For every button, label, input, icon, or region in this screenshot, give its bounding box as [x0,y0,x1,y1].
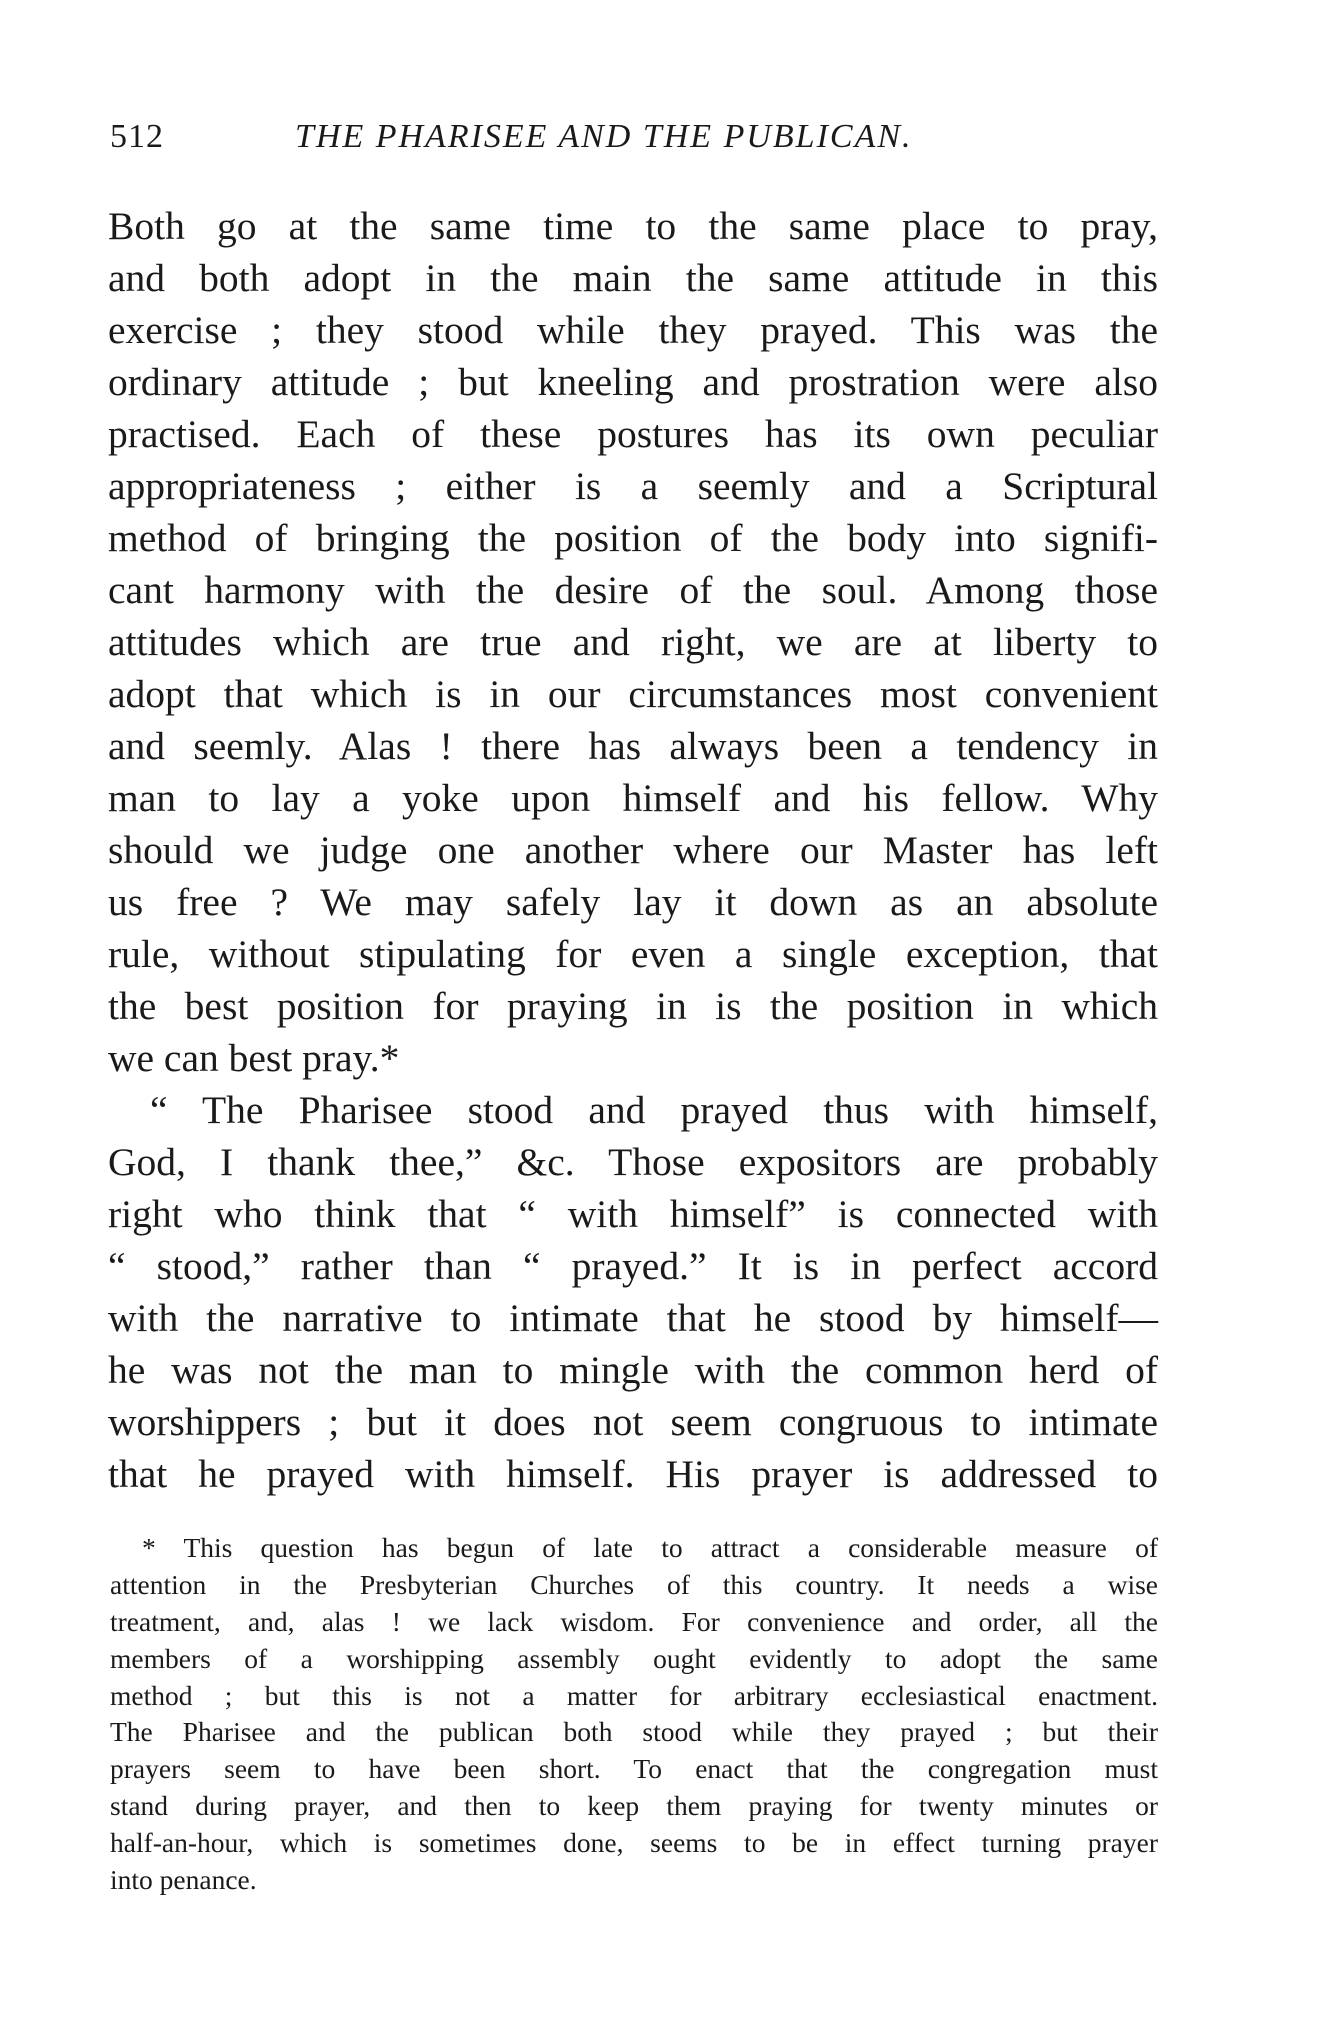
footnote-line: attention in the Presbyterian Churches of this country. It needs a wise [110,1568,1158,1600]
text-line: man to lay a yoke upon himself and his fellow. Why [108,776,1158,820]
text-line: Both go at the same time to the same place to pray, [108,204,1158,248]
text-line: and both adopt in the main the same attitude in this [108,256,1158,300]
text-line: worshippers ; but it does not seem congruous to intimate [108,1400,1158,1444]
text-line: appropriateness ; either is a seemly and a Scriptural [108,464,1158,508]
text-line: right who think that “ with himself” is connected with [108,1192,1158,1236]
running-title: THE PHARISEE AND THE PUBLICAN. [295,118,913,155]
text-line: the best position for praying in is the position in which [108,984,1158,1028]
body-text [108,200,1158,1500]
footnote [110,1530,1158,1899]
footnote-line: method ; but this is not a matter for arbitrary ecclesiastical enactment. [110,1679,1158,1711]
footnote-line: half-an-hour, which is sometimes done, seems to be in effect turning prayer [110,1827,1158,1859]
text-line: practised. Each of these postures has its own peculiar [108,412,1158,456]
text-line: that he prayed with himself. His prayer is addressed to [108,1452,1158,1496]
footnote-line: prayers seem to have been short. To enact that the congregation must [110,1753,1158,1785]
footnote-line: members of a worshipping assembly ought evidently to adopt the same [110,1642,1158,1674]
text-line: ordinary attitude ; but kneeling and prostration were also [108,360,1158,404]
text-line: “ stood,” rather than “ prayed.” It is in perfect accord [108,1244,1158,1288]
text-line: method of bringing the position of the body into signifi- [108,516,1158,560]
text-line: adopt that which is in our circumstances most convenient [108,672,1158,716]
footnote-line: treatment, and, alas ! we lack wisdom. For convenience and order, all the [110,1605,1158,1637]
footnote-line: The Pharisee and the publican both stood while they prayed ; but their [110,1716,1158,1748]
text-line: cant harmony with the desire of the soul. Among those [108,568,1158,612]
text-line: rule, without stipulating for even a single exception, that [108,932,1158,976]
text-line: God, I thank thee,” &c. Those expositors are probably [108,1140,1158,1184]
text-line: exercise ; they stood while they prayed. This was the [108,308,1158,352]
text-line: attitudes which are true and right, we are at liberty to [108,620,1158,664]
text-line: with the narrative to intimate that he stood by himself— [108,1296,1158,1340]
text-line: and seemly. Alas ! there has always been a tendency in [108,724,1158,768]
footnote-line: into penance. [110,1864,257,1896]
page-number: 512 [110,118,164,155]
text-line: we can best pray.* [108,1036,400,1080]
text-line: “ The Pharisee stood and prayed thus with himself, [150,1088,1158,1132]
text-line: us free ? We may safely lay it down as an absolute [108,880,1158,924]
footnote-line: stand during prayer, and then to keep them praying for twenty minutes or [110,1790,1158,1822]
page-header [110,118,1155,158]
text-line: he was not the man to mingle with the common herd of [108,1348,1158,1392]
text-line: should we judge one another where our Master has left [108,828,1158,872]
footnote-line: * This question has begun of late to attract a considerable measure of [142,1532,1158,1563]
